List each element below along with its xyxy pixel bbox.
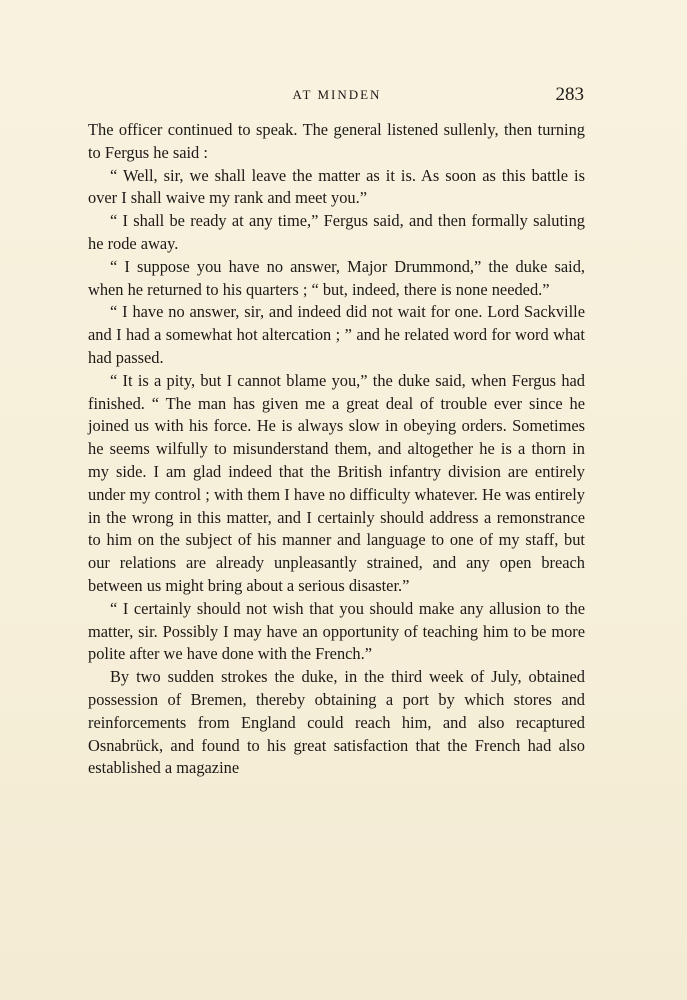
paragraph: “ I have no answer, sir, and indeed did not wait for one. Lord Sackville and I had a somewhat hot altercation ; ” and he related word for word what had passed. bbox=[88, 302, 585, 367]
paragraph: “ I certainly should not wish that you should make any allusion to the matter, sir. Possibly I may have an opportunity of teaching him to be more polite after we have done with the French.” bbox=[88, 598, 585, 664]
paragraph: “ It is a pity, but I cannot blame you,” the duke said, when Fergus had finished. “ The man has given me a great deal of trouble ever since he joined us with his force. He is always slow in obeying orders. Sometimes he seems wilfully to misunderstand them, and altogether he is a thorn in my side. I am glad indeed that the British infantry division are entirely under my control ; with them I have no difficulty whatever. He was entirely in the wrong in this matter, and I certainly should address a remonstrance to him on the subject of his manner and language to one of my staff, but our relations are already unpleasantly strained, and any open breach between us might bring about a serious disaster.” bbox=[88, 370, 585, 595]
paragraph: “ I suppose you have no answer, Major Drummond,” the duke said, when he returned to his quarters ; “ but, indeed, there is none needed.” bbox=[88, 256, 585, 299]
running-head: AT MINDEN bbox=[292, 87, 382, 102]
body-text bbox=[88, 119, 585, 780]
page-number: 283 bbox=[555, 84, 584, 105]
paragraph: The officer continued to speak. The general listened sullenly, then turning to Fergus he said : bbox=[88, 120, 585, 162]
paragraph: By two sudden strokes the duke, in the third week of July, obtained possession of Bremen, thereby obtaining a port by which stores and reinforcements from England could reach him, and also recaptured Osnabrück, and found to his great satisfaction that the French had also established a magazine bbox=[88, 667, 585, 778]
paragraph: “ Well, sir, we shall leave the matter as it is. As soon as this battle is over I shall waive my rank and meet you.” bbox=[88, 165, 585, 208]
page-header bbox=[88, 84, 586, 106]
paragraph: “ I shall be ready at any time,” Fergus said, and then formally saluting he rode away. bbox=[88, 211, 585, 253]
